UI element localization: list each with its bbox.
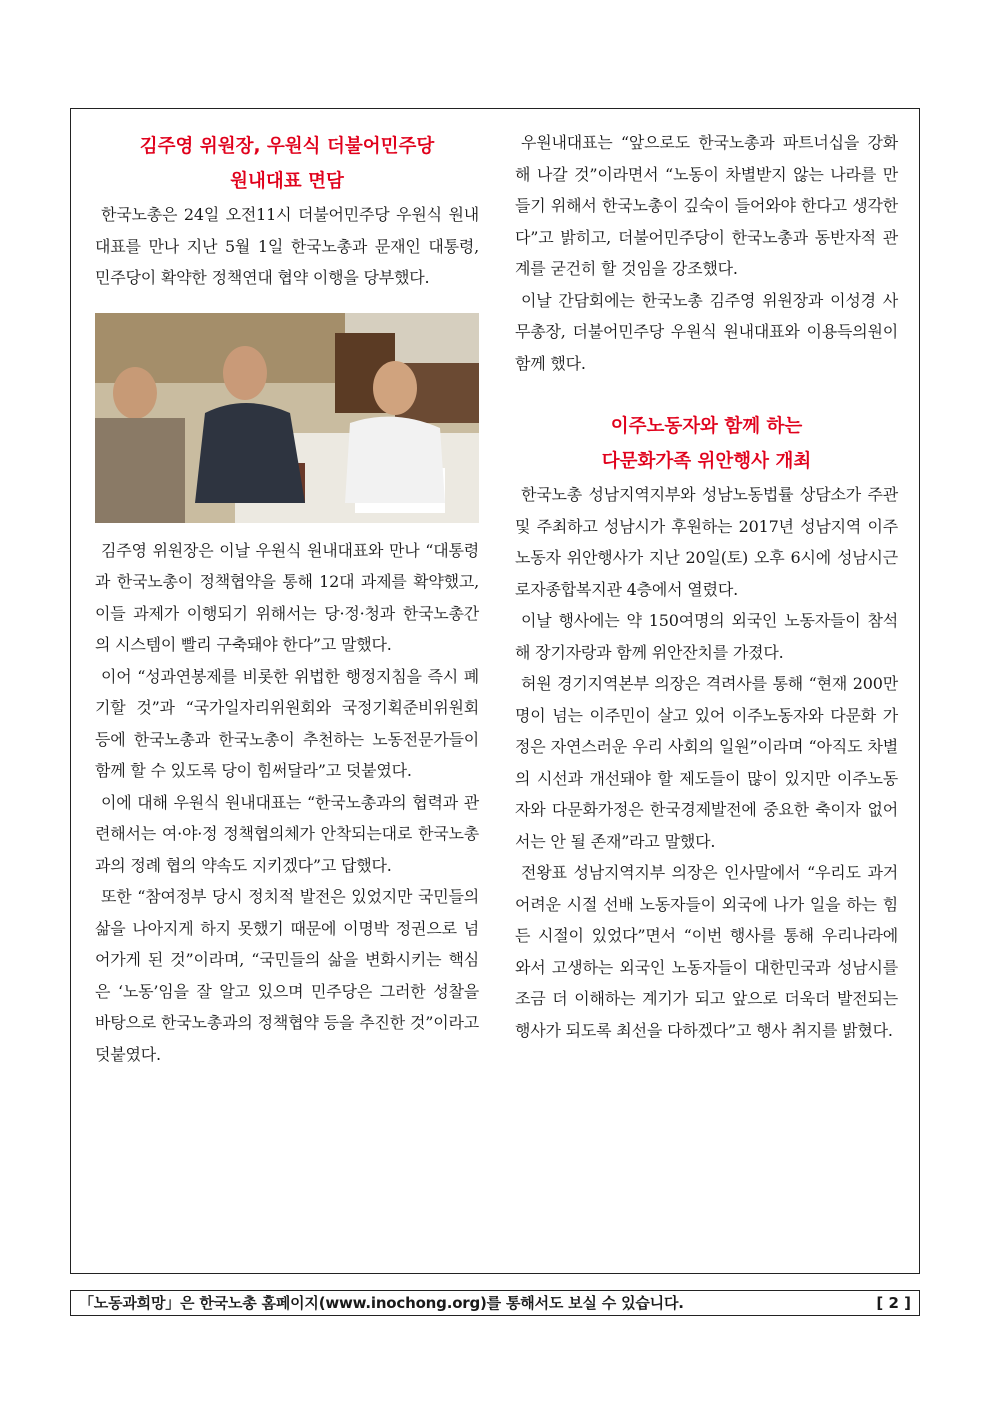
left-column [95, 109, 479, 1070]
paragraph: 이날 행사에는 약 150여명의 외국인 노동자들이 참석해 장기자랑과 함께 위안잔치를 가졌다. [515, 611, 898, 662]
paragraph: 이에 대해 우원식 원내대표는 “한국노총과의 협력과 관련해서는 여·야·정 정책협의체가 안착되는대로 한국노총과의 정례 협의 약속도 지키겠다”고 답했다. [95, 792, 479, 875]
headline-line-2: 다문화가족 위안행사 개최 [601, 451, 812, 472]
footer-text: 「노동과희망」은 한국노총 홈페이지(www.inochong.org)를 통해서도 보실 수 있습니다. [79, 1294, 684, 1312]
meeting-photo-illustration [95, 313, 479, 523]
headline-line-1: 김주영 위원장, 우원식 더불어민주당 [139, 136, 435, 157]
page-footer [70, 1290, 920, 1316]
paragraph: 한국노총은 24일 오전11시 더불어민주당 우원식 원내대표를 만나 지난 5월 1일 한국노총과 문재인 대통령, 민주당이 확약한 정책연대 협약 이행을 당부했다. [95, 205, 479, 287]
paragraph: 이어 “성과연봉제를 비롯한 위법한 행정지침을 즉시 폐기할 것”과 “국가일자리위원회와 국정기획준비위원회 등에 한국노총과 한국노총이 추천하는 노동전문가들이 함께 할 수 있도록 당이 힘써달라”고 덧붙였다. [95, 666, 479, 780]
event-headline [515, 409, 898, 479]
headline-line-1: 이주노동자와 함께 하는 [610, 416, 803, 437]
paragraph: 허원 경기지역본부 의장은 격려사를 통해 “현재 200만 명이 넘는 이주민이 살고 있어 이주노동자와 다문화 가정은 자연스러운 우리 사회의 일원”이라며 “아직도 차별의 시선과 개선돼야 할 제도들이 많이 있지만 이주노동자와 다문화가정은 한국경제발전에 중요한 축이자 없어서는 안 될 존재”라고 말했다. [515, 674, 898, 851]
paragraph: 한국노총 성남지역지부와 성남노동법률 상담소가 주관 및 주최하고 성남시가 후원하는 2017년 성남지역 이주노동자 위안행사가 지난 20일(토) 오후 6시에 성남시근로자종합복지관 4층에서 열렸다. [515, 485, 898, 599]
right-column [515, 109, 898, 1046]
paragraph: 이날 간담회에는 한국노총 김주영 위원장과 이성경 사무총장, 더불어민주당 우원식 원내대표와 이용득의원이 함께 했다. [515, 290, 898, 373]
page-number: [ 2 ] [876, 1294, 911, 1312]
paragraph: 김주영 위원장은 이날 우원식 원내대표와 만나 “대통령과 한국노총이 정책협약을 통해 12대 과제를 확약했고, 이들 과제가 이행되기 위해서는 당·정·청과 한국노총간의 시스템이 빨리 구축돼야 한다”고 말했다. [95, 540, 479, 654]
paragraph: 전왕표 성남지역지부 의장은 인사말에서 “우리도 과거 어려운 시절 선배 노동자들이 외국에 나가 일을 하는 힘든 시절이 있었다”면서 “이번 행사를 통해 우리나라에 와서 고생하는 외국인 노동자들이 대한민국과 성남시를 조금 더 이해하는 계기가 되고 앞으로 더욱더 발전되는 행사가 되도록 최선을 다하겠다”고 행사 취지를 밝혔다. [515, 863, 898, 1040]
headline-line-2: 원내대표 면담 [230, 171, 344, 192]
content-frame [70, 108, 920, 1274]
paragraph: 우원내대표는 “앞으로도 한국노총과 파트너십을 강화해 나갈 것”이라면서 “노동이 차별받지 않는 나라를 만들기 위해서 한국노총이 깊숙이 들어와야 한다고 생각한다”고 밝히고, 더불어민주당이 한국노총과 동반자적 관계를 굳건히 할 것임을 강조했다. [515, 133, 898, 278]
meeting-headline [95, 129, 479, 199]
paragraph: 또한 “참여정부 당시 정치적 발전은 있었지만 국민들의 삶을 나아지게 하지 못했기 때문에 이명박 정권으로 넘어가게 된 것”이라며, “국민들의 삶을 변화시키는 핵심은 ‘노동’임을 잘 알고 있으며 민주당은 그러한 성찰을 바탕으로 한국노총과의 정책협약 등을 추진한 것”이라고 덧붙였다. [95, 887, 479, 1064]
meeting-photo [95, 313, 479, 523]
